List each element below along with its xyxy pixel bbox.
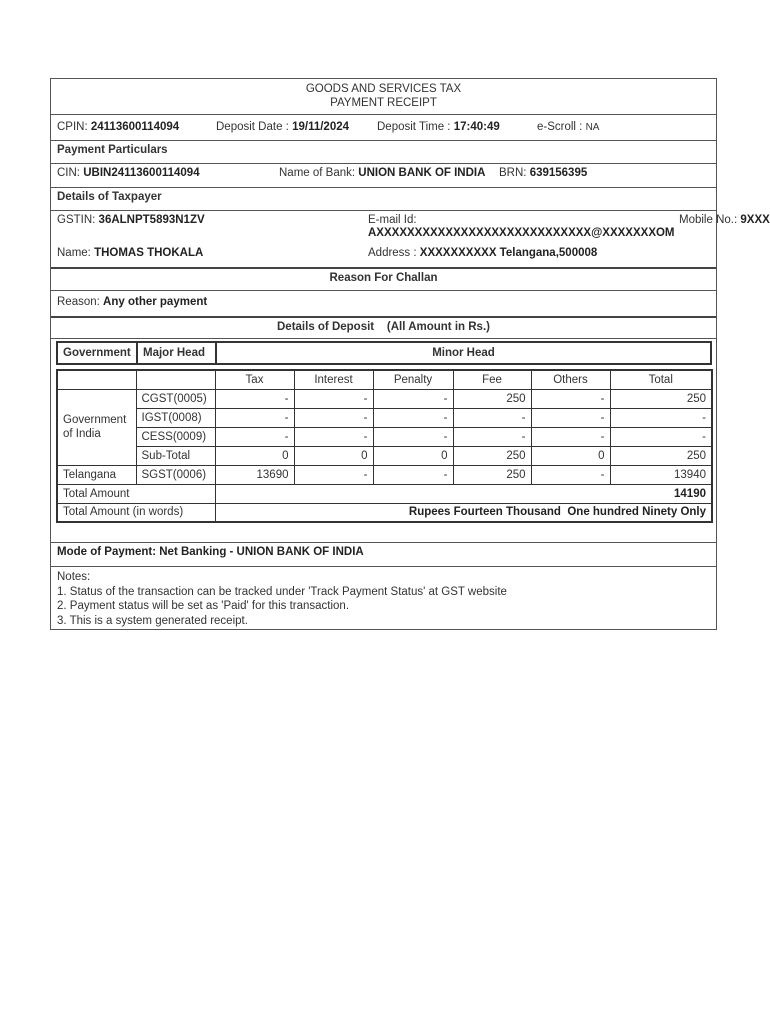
col-others: Others (531, 370, 610, 389)
cell: - (531, 408, 610, 427)
deposit-date (216, 121, 349, 133)
blank-cell (136, 370, 215, 389)
cin (57, 167, 200, 179)
words-label: Total Amount (in words) (57, 503, 215, 522)
brn (499, 167, 587, 179)
row-head: Sub-Total (136, 446, 215, 465)
notes (57, 570, 507, 628)
cell: - (215, 427, 294, 446)
address-label: Address : (368, 247, 417, 259)
reason (57, 296, 207, 308)
mode-of-payment (57, 546, 364, 558)
brn-label: BRN: (499, 167, 527, 179)
cell: - (373, 389, 453, 408)
cell: 0 (373, 446, 453, 465)
cell: - (294, 389, 373, 408)
mode-value: Net Banking - UNION BANK OF INDIA (159, 546, 364, 558)
cell: - (294, 465, 373, 484)
reason-value: Any other payment (103, 296, 208, 308)
note-item: 3. This is a system generated receipt. (57, 614, 248, 627)
bank-label: Name of Bank: (279, 167, 356, 179)
mobile-label: Mobile No.: (679, 214, 738, 226)
note-item: 1. Status of the transaction can be tracked under 'Track Payment Status' at GST website (57, 585, 507, 598)
payment-particulars-title: Payment Particulars (57, 144, 168, 156)
cell: 250 (610, 446, 712, 465)
mode-label: Mode of Payment: (57, 546, 157, 558)
escroll-label: e-Scroll : (537, 121, 583, 133)
cell: - (531, 389, 610, 408)
row-head: CESS(0009) (136, 427, 215, 446)
cell: 0 (531, 446, 610, 465)
notes-title: Notes: (57, 571, 91, 583)
blank-cell (57, 370, 136, 389)
row-head: IGST(0008) (136, 408, 215, 427)
deposit-time (377, 121, 500, 133)
bank-value: UNION BANK OF INDIA (358, 167, 486, 179)
gov-india-cell: Government of India (57, 389, 136, 465)
name-label: Name: (57, 247, 91, 259)
col-interest: Interest (294, 370, 373, 389)
table-row (57, 408, 712, 427)
payment-receipt (50, 78, 770, 630)
deposit-table (56, 369, 713, 523)
cell: 250 (453, 389, 531, 408)
cin-label: CIN: (57, 167, 80, 179)
cell: - (453, 427, 531, 446)
cpin-value: 24113600114094 (90, 121, 180, 133)
cell: 250 (610, 389, 712, 408)
gstin-value: 36ALNPT5893N1ZV (98, 214, 205, 226)
note-item: 2. Payment status will be set as 'Paid' for this transaction. (57, 600, 350, 612)
taxpayer-name (57, 247, 203, 259)
cell: - (531, 465, 610, 484)
total-label: Total Amount (57, 484, 215, 503)
reason-label: Reason: (57, 296, 100, 308)
deposit-time-label: Deposit Time : (377, 121, 451, 133)
deposit-date-label: Deposit Date : (216, 121, 289, 133)
email-label: E-mail Id: (368, 214, 417, 226)
row-head: SGST(0006) (136, 465, 215, 484)
col-fee: Fee (453, 370, 531, 389)
cell: - (453, 408, 531, 427)
total-value: 14190 (215, 484, 712, 503)
cell: - (215, 408, 294, 427)
deposit-time-value: 17:40:49 (453, 121, 500, 133)
brn-value: 639156395 (529, 167, 588, 179)
deposit-title: Details of Deposit (All Amount in Rs.) (277, 321, 490, 333)
table-row (57, 427, 712, 446)
head-major: Major Head (137, 342, 216, 364)
deposit-date-value: 19/11/2024 (292, 121, 349, 133)
cell: - (215, 389, 294, 408)
cell: - (610, 427, 712, 446)
head-minor: Minor Head (216, 342, 711, 364)
email-value: AXXXXXXXXXXXXXXXXXXXXXXXXXXXX@XXXXXXXOM (368, 227, 675, 239)
state-cell: Telangana (57, 465, 136, 484)
name-value: THOMAS THOKALA (94, 247, 204, 259)
gstin (57, 214, 205, 226)
cell: 250 (453, 446, 531, 465)
table-row (57, 446, 712, 465)
total-row (57, 484, 712, 503)
cell: 13690 (215, 465, 294, 484)
words-row (57, 503, 712, 522)
cell: 13940 (610, 465, 712, 484)
cell: - (373, 465, 453, 484)
mobile (679, 214, 770, 226)
gstin-label: GSTIN: (57, 214, 96, 226)
col-penalty: Penalty (373, 370, 453, 389)
cpin-label: CPIN: (57, 121, 88, 133)
cell: 250 (453, 465, 531, 484)
bank-name (279, 167, 485, 179)
mobile-value: 9XXX (740, 214, 770, 226)
address-value: XXXXXXXXXX Telangana,500008 (419, 247, 598, 259)
table-row (57, 465, 712, 484)
cell: - (373, 427, 453, 446)
receipt-title-line1: GOODS AND SERVICES TAX (305, 83, 462, 95)
row-head: CGST(0005) (136, 389, 215, 408)
cell: 0 (294, 446, 373, 465)
table-row (57, 389, 712, 408)
column-header-row (57, 370, 712, 389)
col-tax: Tax (215, 370, 294, 389)
escroll (537, 121, 599, 133)
col-total: Total (610, 370, 712, 389)
cell: - (294, 427, 373, 446)
address (368, 247, 597, 259)
receipt-title-line2: PAYMENT RECEIPT (330, 97, 437, 109)
escroll-value: NA (585, 122, 600, 133)
cell: - (294, 408, 373, 427)
challan-title: Reason For Challan (329, 272, 438, 284)
cell: - (373, 408, 453, 427)
cpin (57, 121, 179, 133)
cell: - (531, 427, 610, 446)
taxpayer-title: Details of Taxpayer (57, 191, 162, 203)
words-value: Rupees Fourteen Thousand One hundred Ninety Only (215, 503, 712, 522)
cell: - (610, 408, 712, 427)
head-government: Government (57, 342, 137, 364)
deposit-heads-table (56, 341, 712, 365)
cin-value: UBIN24113600114094 (83, 167, 200, 179)
cell: 0 (215, 446, 294, 465)
